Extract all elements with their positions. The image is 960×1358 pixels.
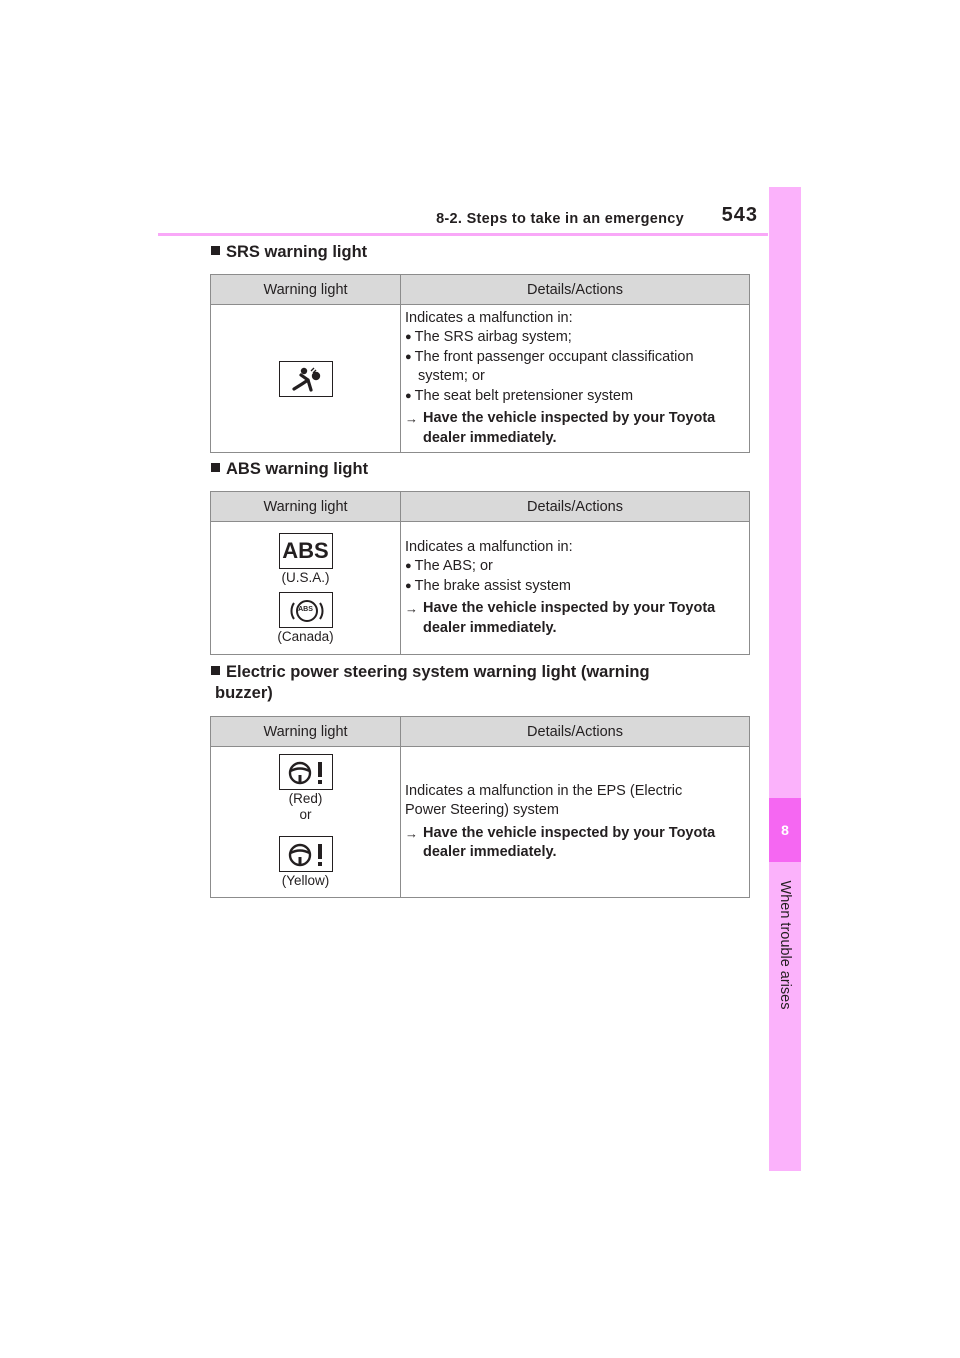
arrow-icon: → — [405, 825, 418, 841]
column-header-details: Details/Actions — [401, 492, 750, 522]
heading-text: Electric power steering system warning light (warning — [226, 663, 650, 681]
column-header-warning-light: Warning light — [211, 492, 401, 522]
chapter-number: 8 — [781, 822, 789, 838]
icon-caption-yellow: (Yellow) — [281, 872, 330, 888]
page-number: 543 — [721, 204, 758, 226]
srs-airbag-icon — [279, 361, 333, 397]
page-header — [158, 204, 768, 236]
header-rule — [158, 233, 768, 236]
arrow-icon: → — [405, 411, 418, 427]
intro-text: Indicates a malfunction in: — [405, 538, 573, 555]
icon-caption-red: (Red) — [288, 790, 323, 806]
heading-text: ABS warning light — [226, 460, 369, 478]
warning-light-cell — [211, 747, 401, 898]
details-cell — [401, 305, 750, 453]
bullet-item: ● The brake assist system — [405, 577, 743, 597]
side-tab — [769, 187, 801, 1171]
abs-canada-icon-text: ABS — [298, 606, 313, 613]
column-header-warning-light: Warning light — [211, 717, 401, 747]
square-bullet-icon — [211, 463, 220, 472]
action-text: dealer immediately. — [423, 429, 557, 446]
intro-text-continued: Power Steering) system — [405, 802, 559, 818]
action-text: Have the vehicle inspected by your Toyota — [423, 600, 716, 617]
section-heading-srs — [212, 242, 712, 263]
side-tab-chapter-number — [769, 798, 801, 862]
intro-text: Indicates a malfunction in the EPS (Electric — [405, 782, 683, 799]
square-bullet-icon — [211, 246, 220, 255]
heading-text-continued: buzzer) — [215, 684, 273, 702]
action-instruction — [405, 409, 743, 448]
side-tab-label: When trouble arises — [777, 880, 793, 1010]
warning-light-cell — [211, 305, 401, 453]
icon-caption-usa: (U.S.A.) — [281, 570, 330, 585]
action-text: dealer immediately. — [423, 619, 557, 636]
action-instruction — [405, 824, 743, 863]
bullet-item: ● The front passenger occupant classification — [405, 348, 743, 368]
warning-light-cell — [211, 522, 401, 655]
bullet-item: ● The ABS; or — [405, 557, 743, 577]
eps-table — [210, 716, 750, 898]
action-instruction — [405, 599, 743, 638]
bullet-item: ● The SRS airbag system; — [405, 328, 743, 348]
chapter-title: 8-2. Steps to take in an emergency — [436, 211, 684, 227]
abs-canada-icon — [279, 592, 333, 628]
steering-wheel-exclamation-icon — [279, 754, 333, 790]
action-text: Have the vehicle inspected by your Toyota — [423, 410, 716, 427]
column-header-warning-light: Warning light — [211, 275, 401, 305]
action-text: Have the vehicle inspected by your Toyota — [423, 824, 716, 841]
abs-table — [210, 491, 750, 655]
steering-wheel-exclamation-icon — [279, 836, 333, 872]
details-cell — [401, 747, 750, 898]
abs-usa-icon — [279, 533, 333, 569]
heading-text: SRS warning light — [226, 243, 368, 261]
intro-text: Indicates a malfunction in: — [405, 309, 573, 326]
or-text: or — [299, 806, 312, 822]
action-text: dealer immediately. — [423, 844, 557, 860]
column-header-details: Details/Actions — [401, 717, 750, 747]
bullet-continuation: system; or — [418, 368, 485, 385]
icon-caption-canada: (Canada) — [277, 629, 334, 644]
square-bullet-icon — [211, 666, 220, 675]
column-header-details: Details/Actions — [401, 275, 750, 305]
abs-usa-icon-text: ABS — [282, 538, 329, 563]
section-heading-abs — [212, 459, 712, 480]
bullet-item: ● The seat belt pretensioner system — [405, 387, 743, 407]
details-cell — [401, 522, 750, 655]
srs-table — [210, 274, 750, 453]
arrow-icon: → — [405, 601, 418, 617]
section-heading-eps — [212, 662, 712, 704]
